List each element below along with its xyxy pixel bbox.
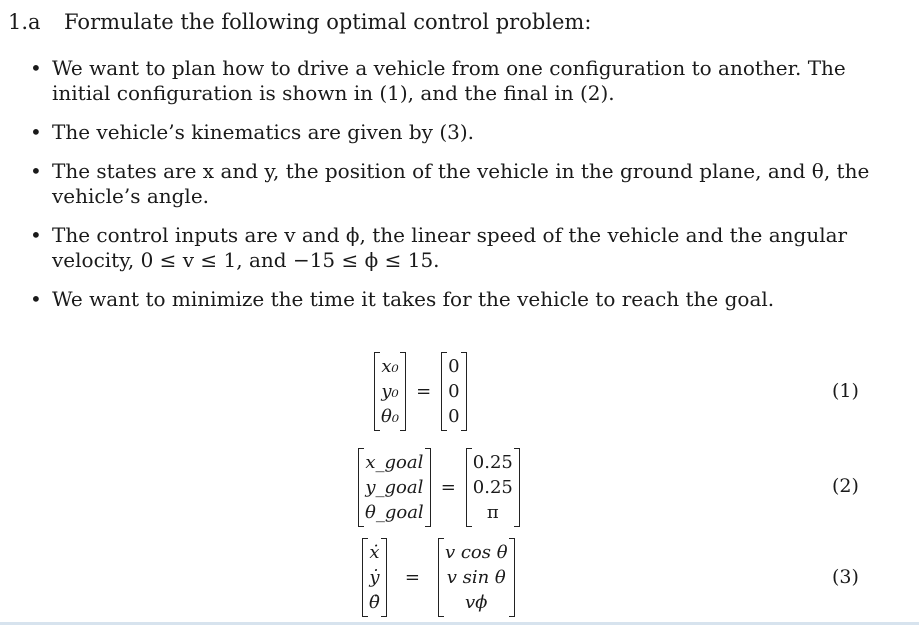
goal-state-vector: x_goal y_goal θ_goal — [358, 448, 431, 527]
initial-value-vector: 0 0 0 — [441, 352, 466, 431]
bullet-item: • The control inputs are v and ϕ, the linear speed of the vehicle and the angular velocity, 0 ≤ v ≤ 1, and −15 ≤ ϕ ≤ 15. — [30, 223, 848, 272]
problem-number: 1.a — [8, 10, 41, 34]
bullet-item: • We want to plan how to drive a vehicle from one configuration to another. The initial configuration is shown in (1), and the final in (2). — [30, 56, 846, 105]
equation-initial — [374, 352, 467, 431]
bullet-dot-icon: • — [30, 223, 42, 247]
state-derivative-vector: ẋ ẏ θ̇ — [362, 538, 387, 617]
bullet-dot-icon: • — [30, 120, 42, 144]
equation-kinematics — [362, 538, 515, 617]
bullet-list — [30, 56, 890, 326]
kinematics-vector: v cos θ v sin θ vϕ — [438, 538, 515, 617]
equals-sign: = — [440, 477, 456, 498]
problem-title: Formulate the following optimal control problem: — [64, 10, 592, 34]
goal-value-vector: 0.25 0.25 π — [466, 448, 520, 527]
bullet-item: • The states are x and y, the position of the vehicle in the ground plane, and θ, the vehicle’s angle. — [30, 159, 870, 208]
bullet-dot-icon: • — [30, 159, 42, 183]
equation-goal — [358, 448, 520, 527]
bullet-dot-icon: • — [30, 287, 42, 311]
equation-number-1: (1) — [832, 380, 859, 402]
bullet-item: • The vehicle’s kinematics are given by (3). — [30, 120, 475, 144]
equals-sign: = — [404, 567, 420, 588]
equation-number-2: (2) — [832, 475, 859, 497]
problem-heading — [8, 10, 591, 34]
initial-state-vector: x₀ y₀ θ₀ — [374, 352, 406, 431]
equals-sign: = — [416, 381, 432, 402]
bullet-dot-icon: • — [30, 56, 42, 80]
equation-number-3: (3) — [832, 566, 859, 588]
bullet-item: • We want to minimize the time it takes for the vehicle to reach the goal. — [30, 287, 775, 311]
